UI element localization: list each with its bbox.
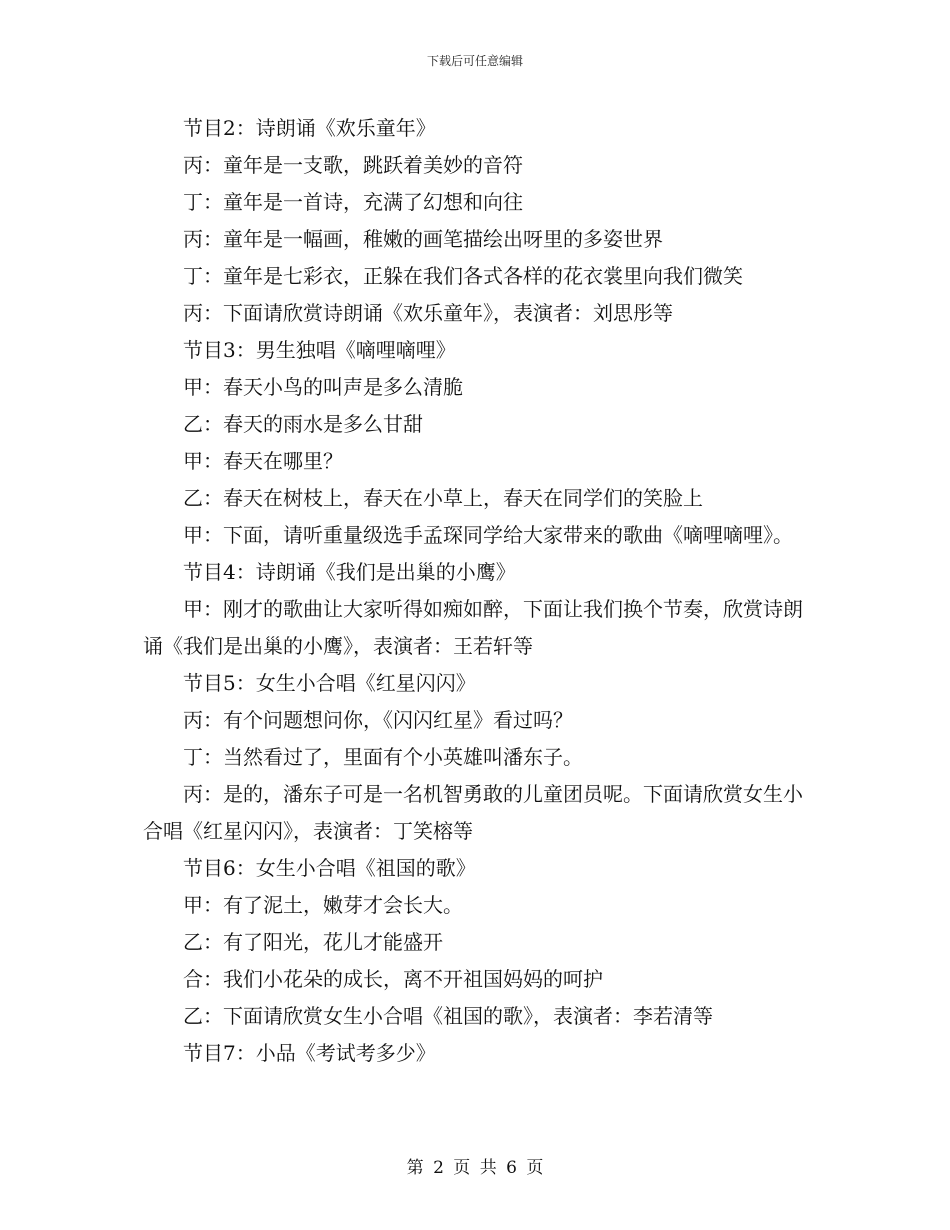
page-header-note: 下载后可任意编辑 bbox=[426, 54, 523, 68]
document-body bbox=[143, 110, 809, 1072]
paragraph: 乙：春天的雨水是多么甘甜 bbox=[183, 412, 423, 436]
paragraph: 节目2：诗朗诵《欢乐童年》 bbox=[183, 116, 436, 140]
paragraph: 丙：童年是一支歌，跳跃着美妙的音符 bbox=[183, 153, 523, 177]
page-number: 第 2 页 共 6 页 bbox=[406, 1158, 544, 1178]
paragraph: 乙：春天在树枝上，春天在小草上，春天在同学们的笑脸上 bbox=[183, 486, 703, 510]
paragraph: 合：我们小花朵的成长，离不开祖国妈妈的呵护 bbox=[183, 967, 603, 991]
paragraph: 丁：当然看过了，里面有个小英雄叫潘东子。 bbox=[183, 745, 583, 769]
paragraph: 丁：童年是七彩衣，正躲在我们各式各样的花衣裳里向我们微笑 bbox=[183, 264, 743, 288]
paragraph: 丙：是的，潘东子可是一名机智勇敢的儿童团员呢。下面请欣赏女生小合唱《红星闪闪》，表演者：丁笑榕等 bbox=[143, 782, 803, 843]
paragraph: 节目5：女生小合唱《红星闪闪》 bbox=[183, 671, 476, 695]
paragraph: 甲：有了泥土，嫩芽才会长大。 bbox=[183, 893, 463, 917]
paragraph: 甲：春天在哪里？ bbox=[183, 449, 343, 473]
paragraph: 丙：童年是一幅画，稚嫩的画笔描绘出呀里的多姿世界 bbox=[183, 227, 663, 251]
paragraph: 节目4：诗朗诵《我们是出巢的小鹰》 bbox=[183, 560, 516, 584]
paragraph: 节目7：小品《考试考多少》 bbox=[183, 1041, 436, 1065]
paragraph: 节目6：女生小合唱《祖国的歌》 bbox=[183, 856, 476, 880]
paragraph: 乙：有了阳光，花儿才能盛开 bbox=[183, 930, 443, 954]
paragraph: 甲：下面，请听重量级选手孟琛同学给大家带来的歌曲《嘀哩嘀哩》。 bbox=[183, 523, 793, 547]
paragraph: 甲：春天小鸟的叫声是多么清脆 bbox=[183, 375, 463, 399]
paragraph: 乙：下面请欣赏女生小合唱《祖国的歌》，表演者：李若清等 bbox=[183, 1004, 713, 1028]
paragraph: 丁：童年是一首诗，充满了幻想和向往 bbox=[183, 190, 523, 214]
paragraph: 丙：下面请欣赏诗朗诵《欢乐童年》，表演者：刘思彤等 bbox=[183, 301, 673, 325]
paragraph: 甲：刚才的歌曲让大家听得如痴如醉，下面让我们换个节奏，欣赏诗朗诵《我们是出巢的小鹰》，表演者：王若轩等 bbox=[143, 597, 803, 658]
paragraph: 节目3：男生独唱《嘀哩嘀哩》 bbox=[183, 338, 456, 362]
paragraph: 丙：有个问题想问你，《闪闪红星》看过吗？ bbox=[183, 708, 573, 732]
